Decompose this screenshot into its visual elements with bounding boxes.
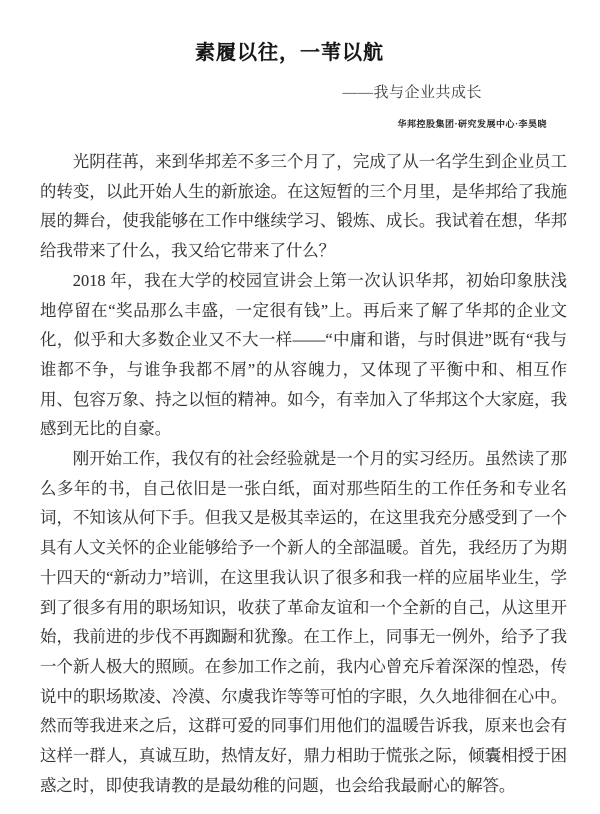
essay-byline: 华邦控股集团·研究发展中心·李昊晓	[397, 119, 547, 129]
essay-title: 素履以往，一苇以航	[195, 42, 384, 64]
essay-body	[40, 147, 567, 800]
essay-paragraph: 光阴荏苒，来到华邦差不多三个月了，完成了从一名学生到企业员工的转变，以此开始人生的新旅途。在这短暂的三个月里，是华邦给了我施展的舞台，使我能够在工作中继续学习、锻炼、成长。我试着在想，华邦给我带来了什么，我又给它带来了什么？	[40, 152, 567, 261]
essay-paragraph: 2018 年，我在大学的校园宣讲会上第一次认识华邦，初始印象肤浅地停留在“奖品那么丰盛，一定很有钱”上。再后来了解了华邦的企业文化，似乎和大多数企业又不大一样——“中庸和谐，与时俱进”既有“我与谁都不争，与谁争我都不屑”的从容魄力，又体现了平衡中和、相互作用、包容万象、持之以恒的精神。如今，有幸加入了华邦这个大家庭，我感到无比的自豪。	[40, 270, 567, 439]
essay-subtitle: ——我与企业共成长	[342, 85, 482, 101]
essay-paragraph: 刚开始工作，我仅有的社会经验就是一个月的实习经历。虽然读了那么多年的书，自己依旧是一张白纸，面对那些陌生的工作任务和专业名词，不知该从何下手。但我又是极其幸运的，在这里我充分感受到了一个具有人文关怀的企业能够给予一个新人的全部温暖。首先，我经历了为期十四天的“新动力”培训，在这里我认识了很多和我一样的应届毕业生，学到了很多有用的职场知识，收获了革命友谊和一个全新的自己，从这里开始，我前进的步伐不再踟蹰和犹豫。在工作上，同事无一例外，给予了我一个新人极大的照顾。在参加工作之前，我内心曾充斥着深深的惶恐，传说中的职场欺凌、冷漠、尔虞我诈等等可怕的字眼，久久地徘徊在心中。然而等我进来之后，这群可爱的同事们用他们的温暖告诉我，原来也会有这样一群人，真诚互助，热情友好，鼎力相助于慌张之际，倾囊相授于困惑之时，即使我请教的是最幼稚的问题，也会给我最耐心的解答。	[40, 449, 567, 795]
